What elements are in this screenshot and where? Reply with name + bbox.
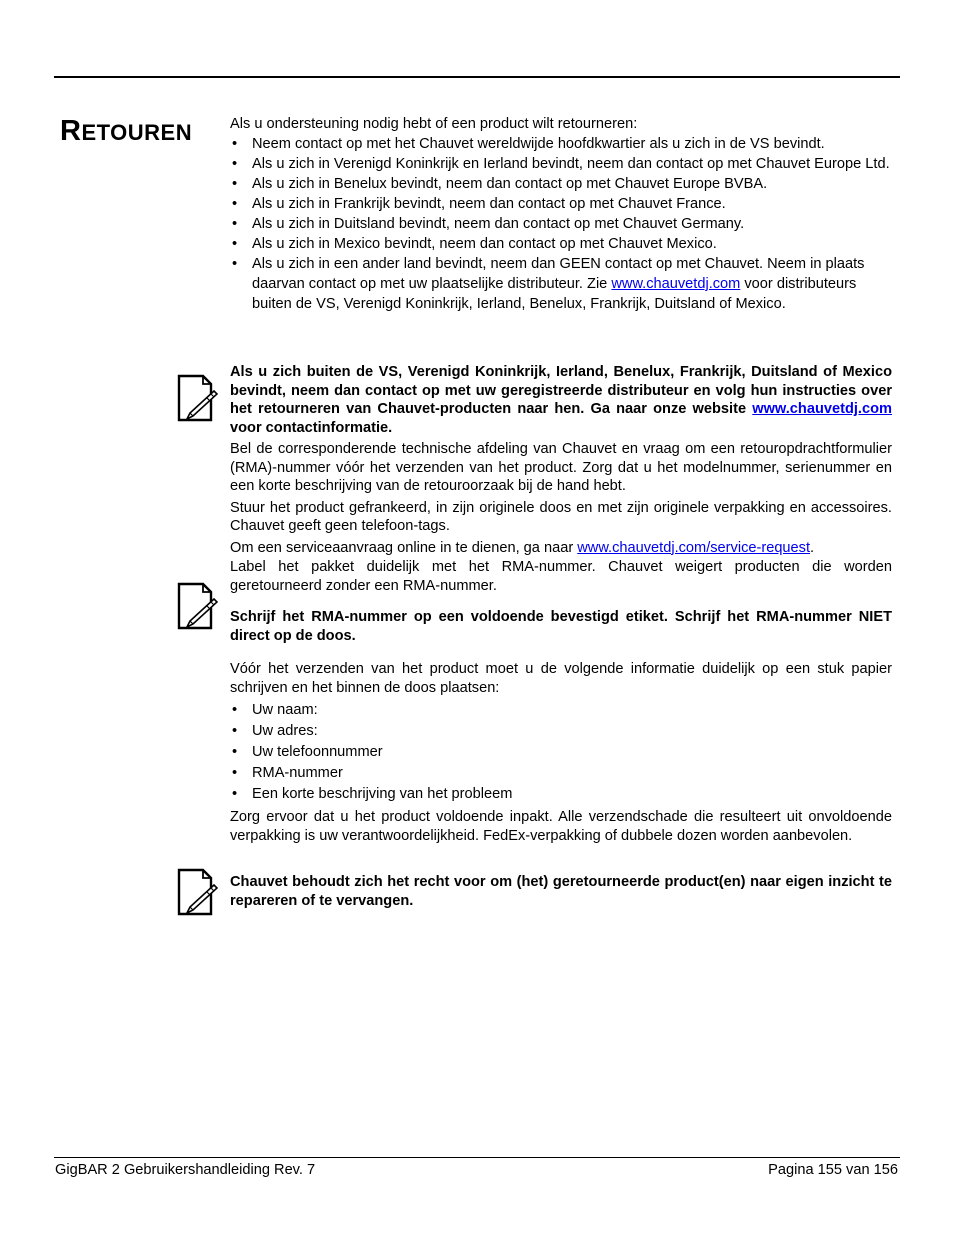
chauvetdj-link[interactable]: www.chauvetdj.com bbox=[611, 276, 741, 292]
list-item: • Als u zich in Frankrijk bevindt, neem dan contact op met Chauvet France. bbox=[232, 196, 726, 212]
note-block-3 bbox=[230, 873, 892, 910]
list-item: • Als u zich in een ander land bevindt, neem dan GEEN contact op met Chauvet. Neem in plaats daarvan contact op met uw plaatselijke distributeur. Zie www.chauvetdj.com voor distributeurs buiten de VS, Verenigd Koninkrijk, Ierland, Benelux, Frankrijk, Duitsland of Mexico. bbox=[232, 256, 865, 312]
service-request-link[interactable]: www.chauvetdj.com/service-request bbox=[577, 539, 811, 556]
para-pack: Zorg ervoor dat u het product voldoende inpakt. Alle verzendschade die resulteert uit onvoldoende verpakking is uw verantwoordelijkheid. FedEx-verpakking of dubbele dozen worden aanbevolen. bbox=[230, 809, 892, 844]
note-repair: Chauvet behoudt zich het recht voor om (het) geretourneerde product(en) naar eigen inzicht te repareren of te vervangen. bbox=[230, 874, 892, 909]
list-item: • Uw telefoonnummer bbox=[232, 744, 383, 760]
note-block-1 bbox=[230, 363, 892, 595]
para-ship: Stuur het product gefrankeerd, in zijn originele doos en met zijn originele verpakking en accessoires. Chauvet geeft geen telefoon-tags. bbox=[230, 499, 892, 534]
list-item: • Als u zich in Verenigd Koninkrijk en Ierland bevindt, neem dan contact op met Chauvet Europe Ltd. bbox=[232, 156, 890, 172]
contacts-section bbox=[230, 114, 892, 314]
para-info: Vóór het verzenden van het product moet u de volgende informatie duidelijk op een stuk papier schrijven en het binnen de doos plaatsen: bbox=[230, 661, 892, 696]
list-item: • Als u zich in Benelux bevindt, neem dan contact op met Chauvet Europe BVBA. bbox=[232, 176, 768, 192]
header-rule bbox=[54, 76, 900, 78]
para-service: Om een serviceaanvraag online in te dienen, ga naar www.chauvetdj.com/service-request. bbox=[230, 539, 815, 556]
list-item: • Uw naam: bbox=[232, 702, 318, 718]
note-block-2 bbox=[230, 608, 892, 645]
para-label: Label het pakket duidelijk met het RMA-nummer. Chauvet weigert producten die worden geretourneerd zonder een RMA-nummer. bbox=[230, 559, 892, 594]
note-icon bbox=[176, 374, 218, 422]
list-item: • Als u zich in Mexico bevindt, neem dan contact op met Chauvet Mexico. bbox=[232, 236, 717, 252]
section-title: RETOUREN bbox=[60, 115, 193, 147]
note-distributor: Als u zich buiten de VS, Verenigd Koninkrijk, Ierland, Benelux, Frankrijk, Duitsland of Mexico bevindt, neem dan contact op met uw geregistreerde distributeur en volg hun instructies over het retourneren van Chauvet-producten naar hen. Ga naar onze website www.chauvetdj.com voor contactinformatie. bbox=[230, 364, 892, 436]
info-section bbox=[230, 660, 892, 845]
list-item: • RMA-nummer bbox=[232, 765, 343, 781]
note-icon bbox=[176, 868, 218, 916]
list-item: • Uw adres: bbox=[232, 723, 318, 739]
list-item: • Als u zich in Duitsland bevindt, neem dan contact op met Chauvet Germany. bbox=[232, 216, 745, 232]
footer-rule bbox=[54, 1157, 900, 1158]
chauvetdj-contact-link[interactable]: www.chauvetdj.com bbox=[752, 401, 892, 417]
para-call: Bel de corresponderende technische afdeling van Chauvet en vraag om een retouropdrachtformulier (RMA)-nummer vóór het verzenden van het product. Zorg dat u het modelnummer, serienummer en een korte beschrijving van de retouroorzaak bij de hand hebt. bbox=[230, 441, 892, 494]
footer-manual-title: GigBAR 2 Gebruikershandleiding Rev. 7 bbox=[55, 1162, 316, 1178]
contact-list bbox=[230, 134, 892, 314]
list-item: • Neem contact op met het Chauvet wereldwijde hoofdkwartier als u zich in de VS bevindt. bbox=[232, 136, 825, 152]
list-item: • Een korte beschrijving van het probleem bbox=[232, 786, 513, 802]
note-icon bbox=[176, 582, 218, 630]
note-rma-label: Schrijf het RMA-nummer op een voldoende bevestigd etiket. Schrijf het RMA-nummer NIET direct op de doos. bbox=[230, 609, 892, 644]
footer-page-number: Pagina 155 van 156 bbox=[768, 1162, 898, 1178]
info-list bbox=[230, 700, 892, 805]
intro-text: Als u ondersteuning nodig hebt of een product wilt retourneren: bbox=[230, 116, 638, 132]
